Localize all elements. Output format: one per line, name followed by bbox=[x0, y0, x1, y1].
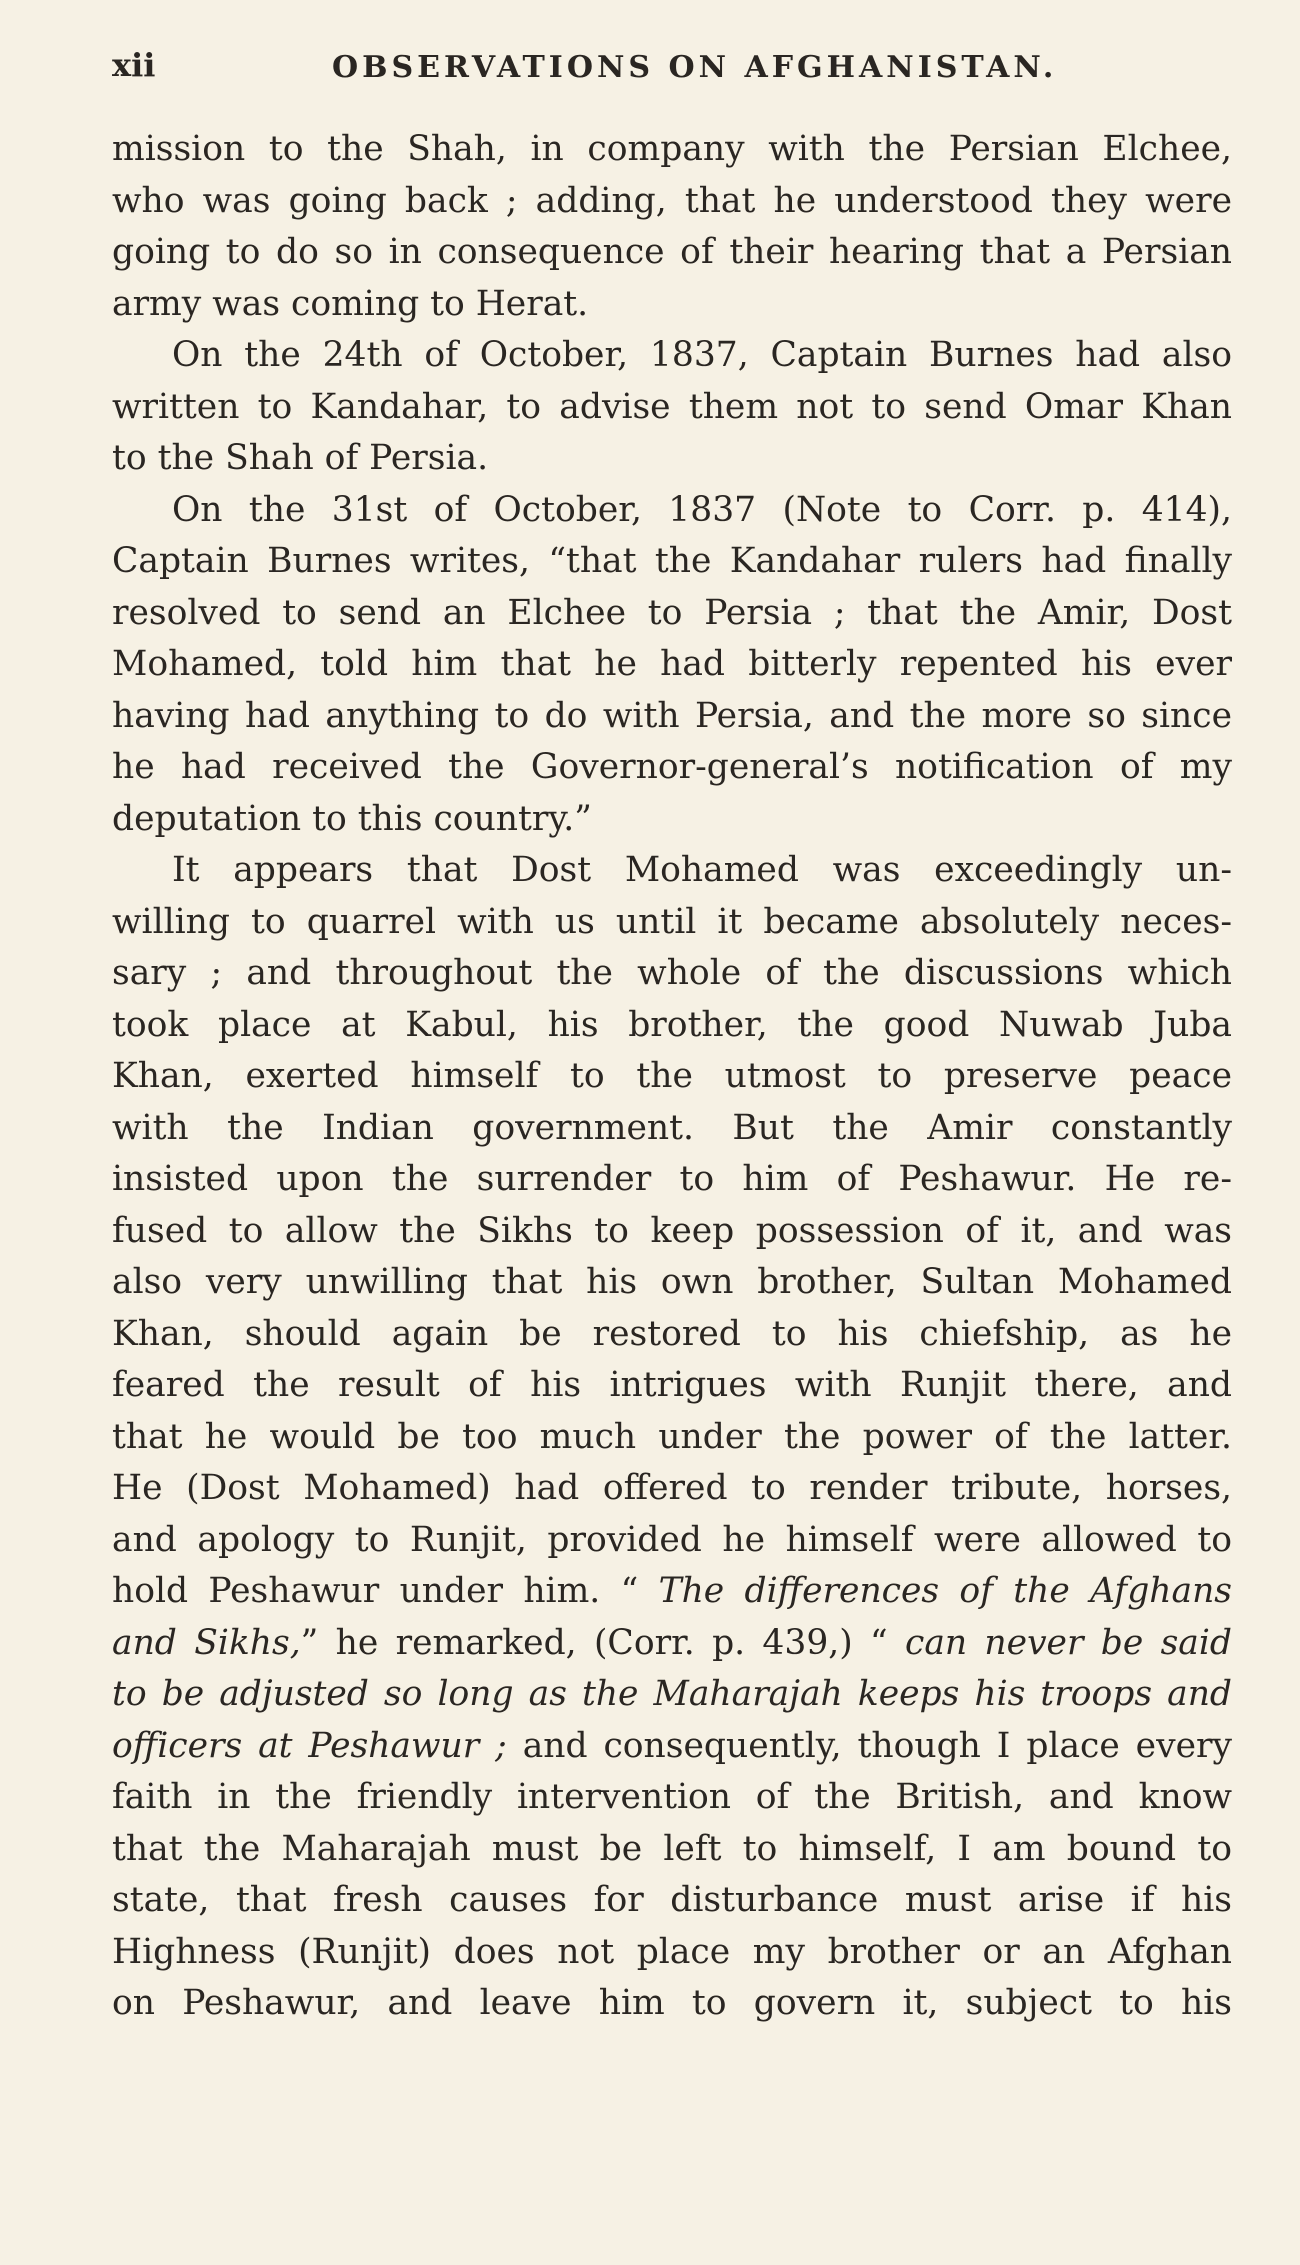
text-line: he had received the Governor-general’s notification of my bbox=[112, 747, 1232, 787]
text-line: army was coming to Herat. bbox=[112, 283, 589, 324]
text-segment: hold Peshawur under him. “ bbox=[112, 1571, 659, 1611]
text-line: Captain Burnes writes, “that the Kandahar rulers had finally bbox=[112, 541, 1232, 581]
text-line: with the Indian government. But the Amir constantly bbox=[112, 1107, 1232, 1148]
text-line: that the Maharajah must be left to himself, I am bound to bbox=[112, 1828, 1232, 1869]
italic-quote: officers at Peshawur ; bbox=[112, 1725, 507, 1766]
text-line bbox=[112, 1618, 1232, 1670]
italic-quote: to be adjusted so long as the Maharajah keeps his troops and bbox=[112, 1674, 1232, 1714]
text-line: state, that fresh causes for disturbance must arise if his bbox=[112, 1880, 1232, 1920]
text-line: to the Shah of Persia. bbox=[112, 438, 489, 478]
italic-quote: can never be said bbox=[905, 1622, 1232, 1663]
text-line: faith in the friendly intervention of the British, and know bbox=[112, 1777, 1232, 1817]
text-line: Khan, should again be restored to his chiefship, as he bbox=[112, 1313, 1232, 1354]
text-line: insisted upon the surrender to him of Peshawur. He re- bbox=[112, 1159, 1232, 1199]
text-line: on Peshawur, and leave him to govern it, subject to his bbox=[112, 1983, 1232, 2023]
text-line: also very unwilling that his own brother, Sultan Mohamed bbox=[112, 1262, 1232, 1302]
text-line: Khan, exerted himself to the utmost to preserve peace bbox=[112, 1056, 1232, 1096]
text-line: Mohamed, told him that he had bitterly repented his ever bbox=[112, 644, 1232, 684]
text-line: On the 24th of October, 1837, Captain Burnes had also bbox=[172, 335, 1232, 375]
header-title: OBSERVATIONS ON AFGHANISTAN. bbox=[332, 50, 1058, 85]
text-line: He (Dost Mohamed) had offered to render tribute, horses, bbox=[112, 1468, 1232, 1508]
text-line: that he would be too much under the power of the latter. bbox=[112, 1416, 1232, 1457]
text-line: having had anything to do with Persia, and the more so since bbox=[112, 695, 1232, 736]
text-segment: and consequently, though I place every bbox=[506, 1725, 1232, 1766]
text-segment: ” he remarked, (Corr. p. 439,) “ bbox=[300, 1622, 905, 1663]
text-line: going to do so in consequence of their hearing that a Persian bbox=[112, 232, 1232, 272]
text-line: and apology to Runjit, provided he himself were allowed to bbox=[112, 1519, 1232, 1560]
text-line: deputation to this country.” bbox=[112, 798, 592, 839]
text-line: willing to quarrel with us until it became absolutely neces- bbox=[112, 901, 1232, 942]
text-line: resolved to send an Elchee to Persia ; that the Amir, Dost bbox=[112, 592, 1232, 633]
page-number: xii bbox=[112, 46, 156, 84]
text-line: On the 31st of October, 1837 (Note to Corr. p. 414), bbox=[172, 489, 1232, 530]
text-line bbox=[112, 1566, 1232, 1618]
text-line: written to Kandahar, to advise them not to send Omar Khan bbox=[112, 386, 1232, 427]
text-line: It appears that Dost Mohamed was exceedingly un- bbox=[172, 850, 1232, 890]
body-text bbox=[112, 124, 1232, 2030]
text-line bbox=[112, 1721, 1232, 1773]
text-line: who was going back ; adding, that he understood they were bbox=[112, 180, 1232, 221]
text-line: sary ; and throughout the whole of the discussions which bbox=[112, 953, 1232, 993]
italic-quote: and Sikhs, bbox=[112, 1622, 301, 1663]
text-line: feared the result of his intrigues with Runjit there, and bbox=[112, 1365, 1232, 1405]
text-line: mission to the Shah, in company with the Persian Elchee, bbox=[112, 129, 1232, 169]
text-line: fused to allow the Sikhs to keep possession of it, and was bbox=[112, 1210, 1232, 1251]
italic-quote: The differences of the Afghans bbox=[658, 1571, 1232, 1611]
text-line: took place at Kabul, his brother, the good Nuwab Juba bbox=[112, 1004, 1232, 1045]
text-line: Highness (Runjit) does not place my brother or an Afghan bbox=[112, 1931, 1232, 1972]
running-head bbox=[112, 40, 1232, 90]
